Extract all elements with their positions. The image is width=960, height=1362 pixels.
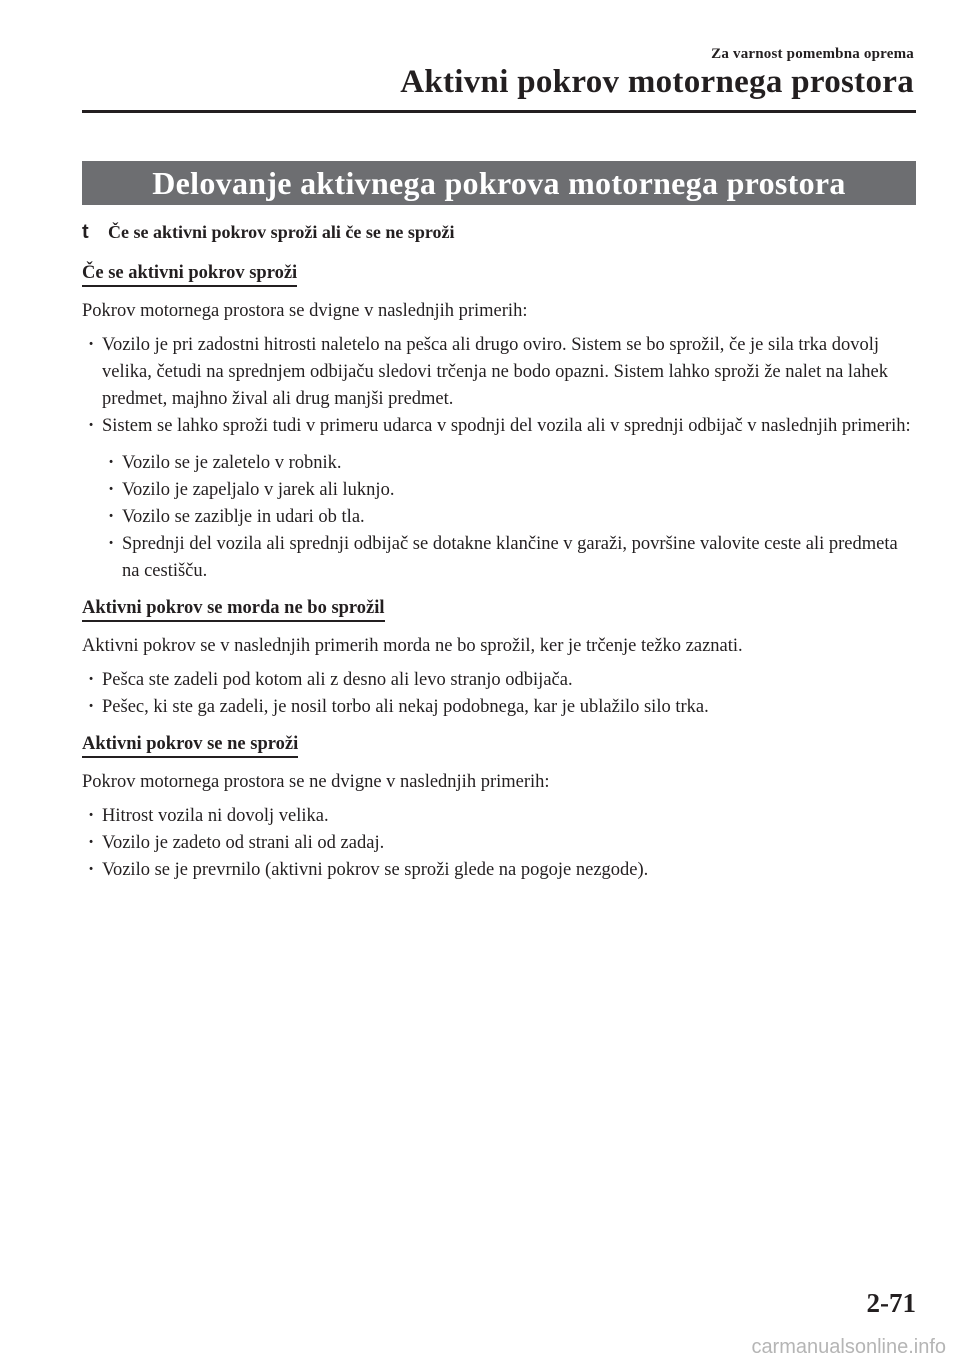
paragraph-deploys-intro: Pokrov motornega prostora se dvigne v naslednjih primerih: [82,301,528,321]
content [82,260,916,884]
list-item: · Sprednji del vozila ali sprednji odbijač se dotakne klančine v garaži, površine valovite ceste ali predmeta na cestišču. [122,531,916,585]
list-item: · Vozilo se zaziblje in udari ob tla. [122,504,916,531]
watermark: carmanualsonline.info [751,1336,946,1358]
list-item: · Vozilo je zadeto od strani ali od zadaj. [102,830,916,857]
list-item: · Vozilo se je prevrnilo (aktivni pokrov se sproži glede na pogoje nezgode). [102,857,916,884]
list-item: · Sistem se lahko sproži tudi v primeru udarca v spodnji del vozila ali v sprednji odbijač v naslednjih primerih: [102,413,916,440]
heading-may-not-deploy: Aktivni pokrov se morda ne bo sprožil [82,597,385,622]
list-does-not-deploy [82,803,916,884]
list-deploys [82,332,916,440]
list-may-not-deploy [82,667,916,721]
chapter-label: Za varnost pomembna oprema [711,46,914,62]
list-item: · Vozilo je zapeljalo v jarek ali luknjo. [122,477,916,504]
paragraph-does-not-deploy-intro: Pokrov motornega prostora se ne dvigne v naslednjih primerih: [82,772,550,792]
page-number: 2-71 [866,1288,916,1318]
page-title: Aktivni pokrov motornega prostora [400,64,914,100]
sublist-deploys [82,450,916,585]
list-item: · Pešec, ki ste ga zadeli, je nosil torbo ali nekaj podobnega, kar je ublažilo silo trka. [102,694,916,721]
list-item: · Pešca ste zadeli pod kotom ali z desno ali levo stranjo odbijača. [102,667,916,694]
section-banner [82,161,916,205]
paragraph-may-not-deploy-intro: Aktivni pokrov se v naslednjih primerih morda ne bo sprožil, ker je trčenje težko zaznati. [82,636,743,656]
header-divider [82,110,916,113]
list-item: · Vozilo se je zaletelo v robnik. [122,450,916,477]
section-title: Delovanje aktivnega pokrova motornega prostora [152,164,846,201]
list-item: · Vozilo je pri zadostni hitrosti naletelo na pešca ali drugo oviro. Sistem se bo sprožil, če je sila trka dovolj velika, četudi na sprednjem odbijaču sledovi trčenja ne bodo opazni. Sistem lahko sproži že nalet na lahek predmet, majhno žival ali drug manjši predmet. [102,332,916,413]
subsection-title: Če se aktivni pokrov sproži ali če se ne sproži [108,222,455,242]
heading-deploys: Če se aktivni pokrov sproži [82,262,297,287]
list-item: · Hitrost vozila ni dovolj velika. [102,803,916,830]
section-marker-icon: t [82,221,89,243]
subsection-heading [82,221,455,244]
heading-does-not-deploy: Aktivni pokrov se ne sproži [82,733,298,758]
